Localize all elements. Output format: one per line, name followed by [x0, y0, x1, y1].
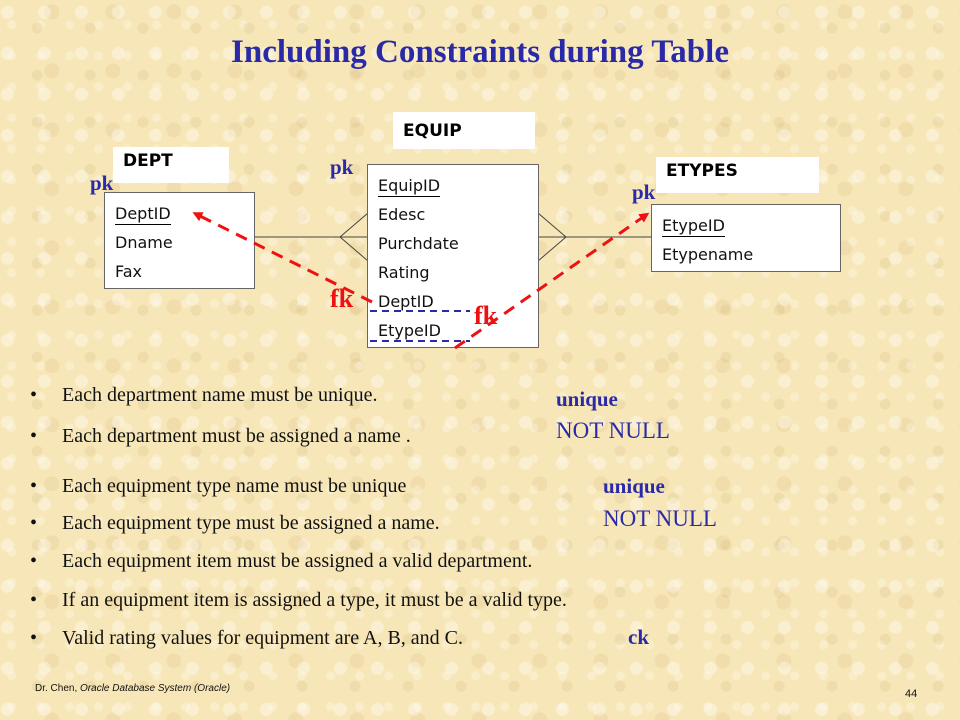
dept-fk-label: fk — [330, 284, 354, 313]
etypes-pk-field: EtypeID — [662, 216, 725, 235]
etypes-label: ETYPES — [656, 157, 819, 193]
equip-field-purchdate: Purchdate — [378, 234, 459, 253]
etypes-pk-label: pk — [632, 180, 656, 204]
bullet-text: Each equipment item must be assigned a valid department. — [62, 550, 533, 572]
etype-unique-note: unique — [603, 474, 665, 498]
etype-fk-label: fk — [474, 301, 498, 330]
bullet-text: Each department name must be unique. — [62, 384, 378, 406]
equip-label: EQUIP — [393, 112, 535, 149]
footer-author: Dr. Chen, — [35, 683, 78, 694]
etypes-field-etypename: Etypename — [662, 245, 754, 264]
equip-field-etypeid: EtypeID — [378, 321, 441, 340]
bullet-item: • If an equipment item is assigned a type, it must be a valid type. — [30, 589, 567, 611]
equip-field-deptid: DeptID — [378, 292, 434, 311]
equip-pk-field: EquipID — [378, 176, 441, 195]
equip-pk-label: pk — [330, 155, 354, 179]
equip-field-edesc: Edesc — [378, 205, 426, 224]
bullet-item: • Each department must be assigned a name . — [30, 425, 411, 447]
footer-course: Oracle Database System (Oracle) — [80, 683, 231, 694]
bullet-text: Each equipment type must be assigned a name. — [62, 512, 440, 534]
bullet-text: Each department must be assigned a name . — [62, 425, 411, 447]
bullet-item: • Each equipment item must be assigned a valid department. — [30, 550, 533, 572]
dept-field-dname: Dname — [115, 233, 173, 252]
equip-field-rating: Rating — [378, 263, 430, 282]
rating-check-note: ck — [628, 625, 649, 649]
dept-field-fax: Fax — [115, 262, 143, 281]
page-number: 44 — [905, 688, 918, 700]
bullet-text: Each equipment type name must be unique — [62, 475, 407, 497]
dept-unique-note: unique — [556, 387, 618, 411]
bullet-text: If an equipment item is assigned a type, it must be a valid type. — [62, 589, 567, 611]
bullet-text: Valid rating values for equipment are A, B, and C. — [62, 627, 464, 649]
etype-not-null-note: NOT NULL — [603, 506, 717, 531]
bullet-item: • Valid rating values for equipment are A, B, and C. — [30, 627, 464, 649]
dept-pk-field: DeptID — [115, 204, 171, 223]
bullet-item: • Each equipment type name must be unique — [30, 475, 407, 497]
dept-not-null-note: NOT NULL — [556, 418, 670, 443]
slide-title: Including Constraints during Table — [231, 34, 729, 70]
bullet-item: • Each department name must be unique. — [30, 384, 378, 406]
dept-label: DEPT — [113, 147, 229, 183]
bullet-item: • Each equipment type must be assigned a name. — [30, 512, 440, 534]
dept-pk-label: pk — [90, 171, 114, 195]
footer — [35, 683, 230, 694]
